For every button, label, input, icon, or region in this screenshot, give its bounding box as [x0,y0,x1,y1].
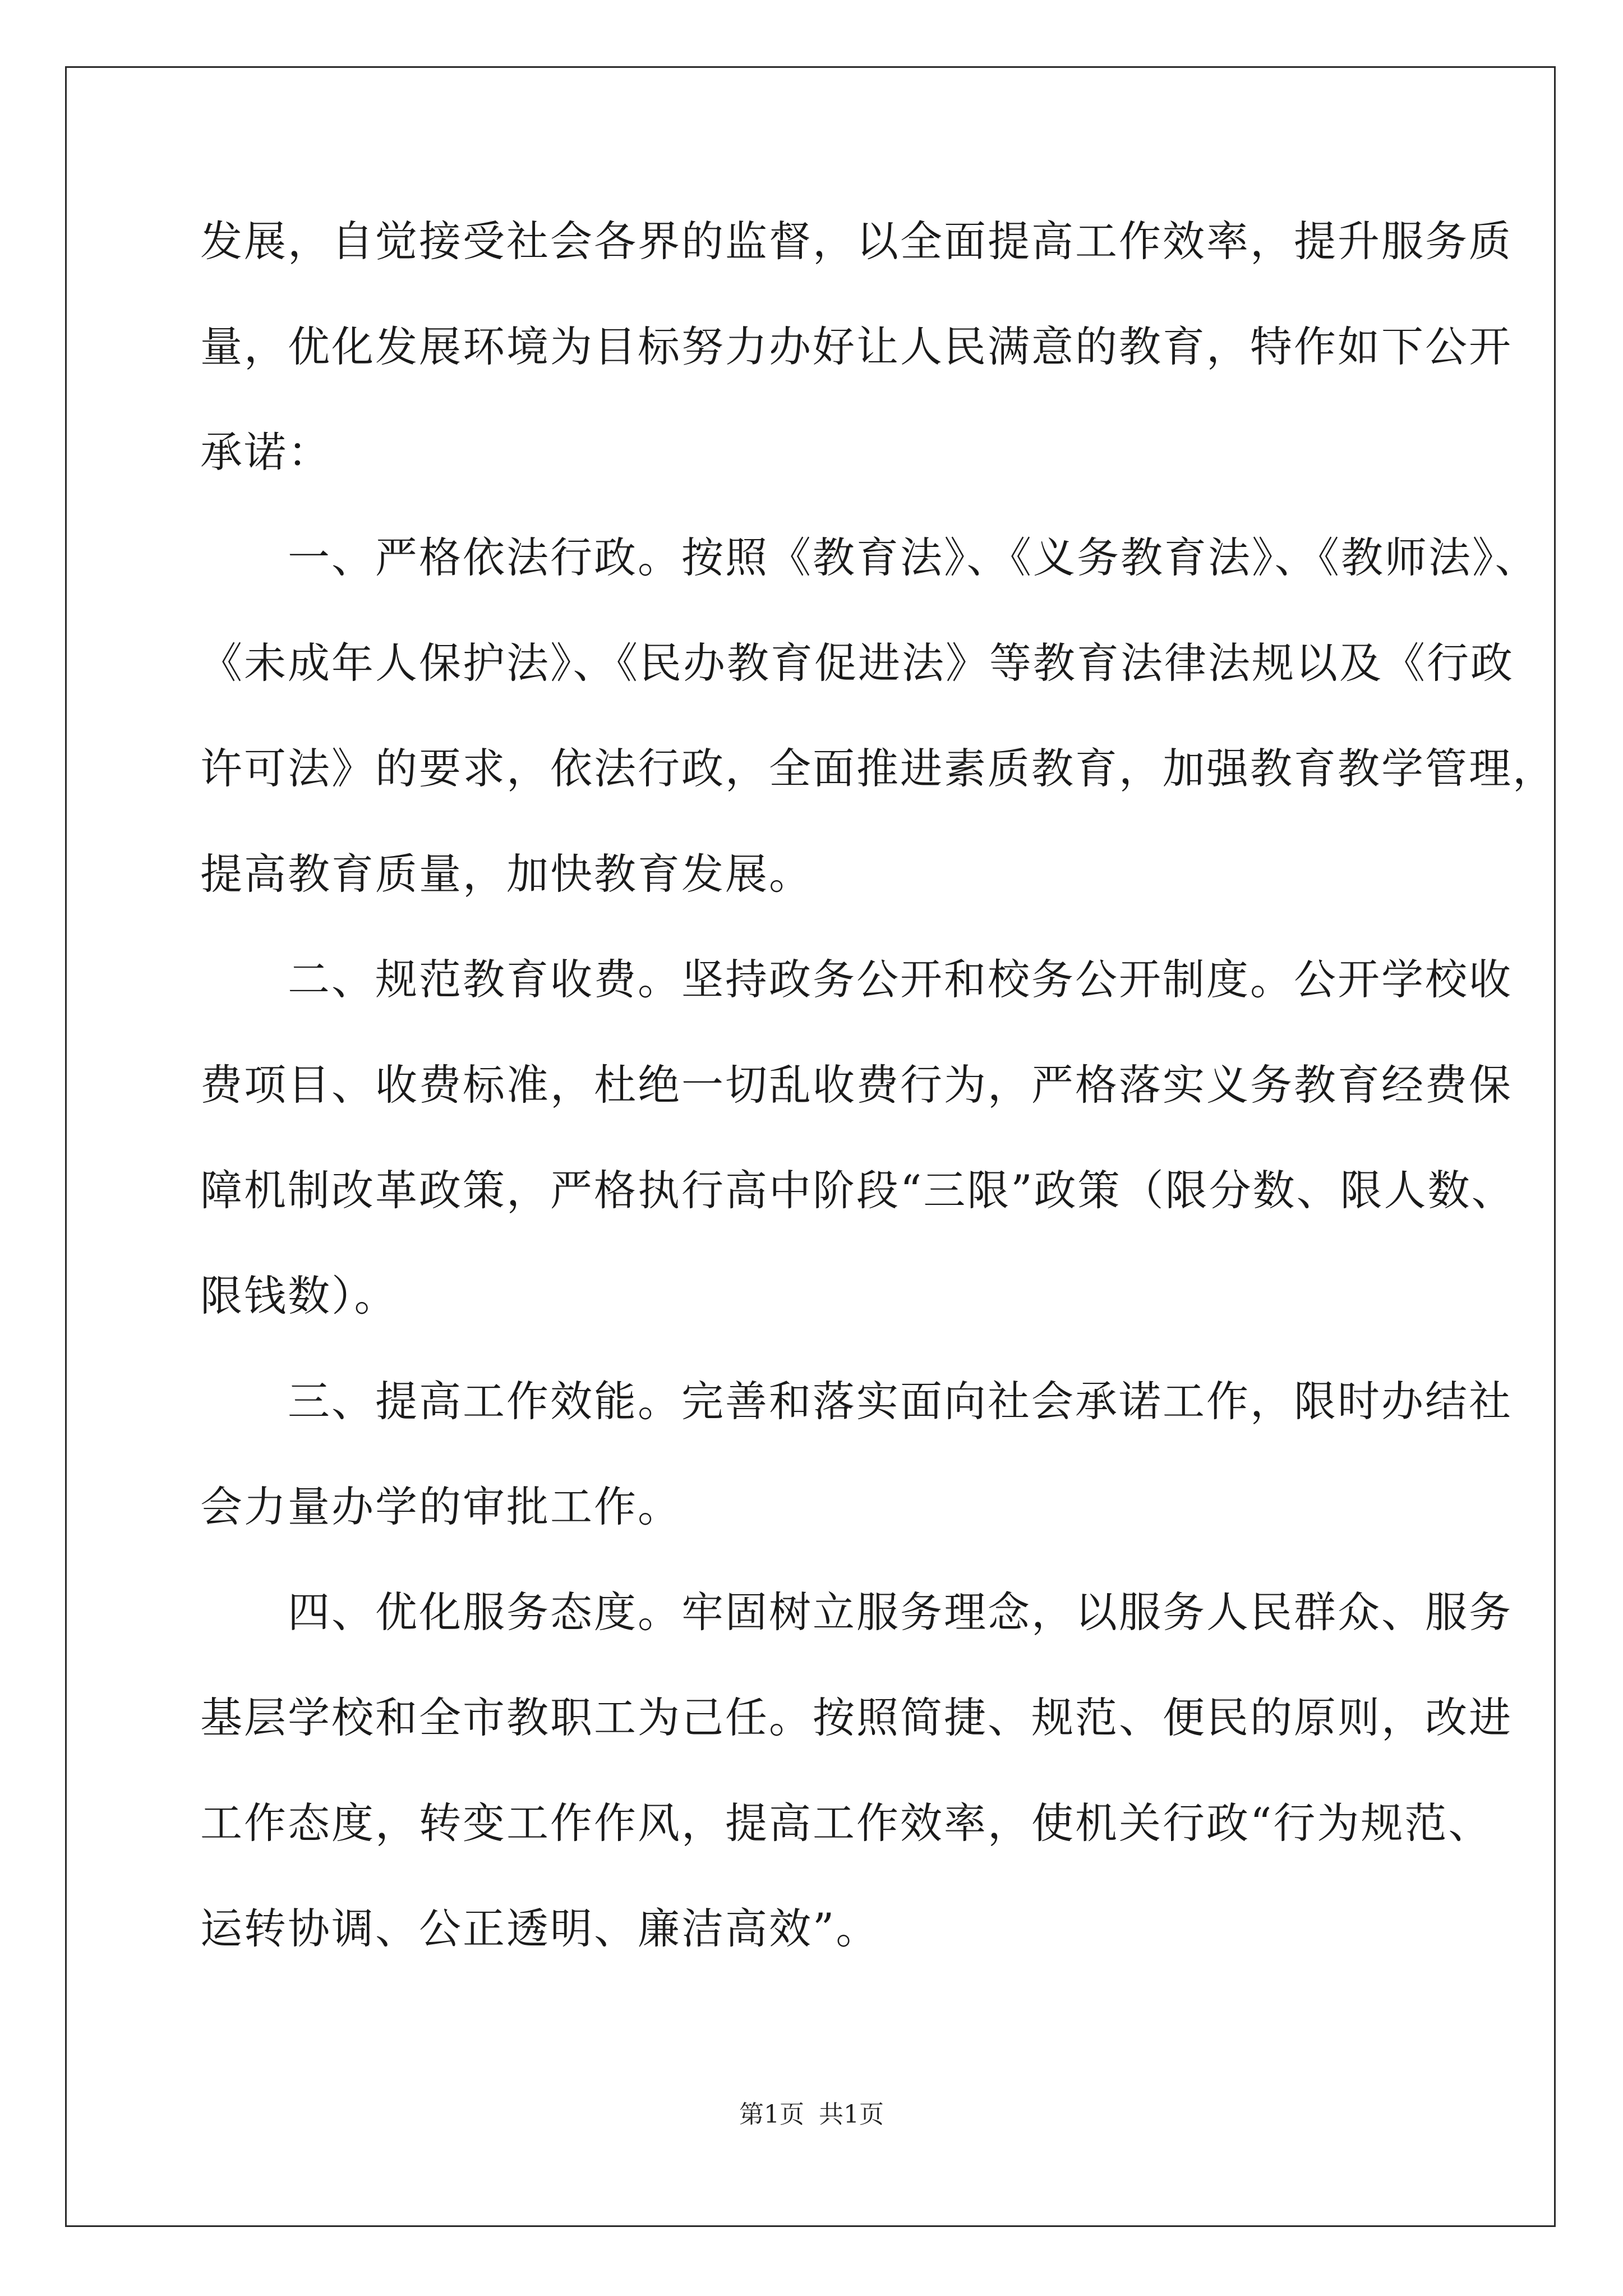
text-line: 基层学校和全市教职工为己任。按照简捷、规范、便民的原则，改进 [200,1693,1513,1742]
text-line: 量，优化发展环境为目标努力办好让人民满意的教育，特作如下公开 [200,322,1513,371]
text-line: 三、提高工作效能。完善和落实面向社会承诺工作，限时办结社 [200,1377,1513,1426]
text-line: 限钱数）。 [200,1271,398,1320]
text-line: 会力量办学的审批工作。 [200,1482,682,1531]
text-line: 运转协调、公正透明、廉洁高效”。 [200,1904,880,1953]
text-line: 发展，自觉接受社会各界的监督，以全面提高工作效率，提升服务质 [200,217,1513,266]
text-line: 障机制改革政策，严格执行高中阶段“三限”政策（限分数、限人数、 [200,1166,1515,1215]
text-line: 费项目、收费标准，杜绝一切乱收费行为，严格落实义务教育经费保 [200,1060,1513,1110]
page-total: 共1页 [819,2100,884,2129]
page-number: 第1页 [739,2100,804,2129]
text-line: 许可法》的要求，依法行政，全面推进素质教育，加强教育教学管理， [200,744,1557,793]
text-line: 工作态度，转变工作作风，提高工作效率，使机关行政“行为规范、 [200,1798,1492,1848]
text-line: 《未成年人保护法》、《民办教育促进法》等教育法律法规以及《行政 [200,638,1515,688]
text-line: 提高教育质量，加快教育发展。 [200,849,813,899]
text-line: 四、优化服务态度。牢固树立服务理念，以服务人民群众、服务 [200,1588,1513,1637]
text-line: 一、严格依法行政。按照《教育法》、《义务教育法》、《教师法》、 [200,533,1539,582]
text-line: 承诺： [200,427,332,477]
page-footer [0,2098,1623,2132]
text-line: 二、规范教育收费。坚持政务公开和校务公开制度。公开学校收 [200,955,1513,1004]
